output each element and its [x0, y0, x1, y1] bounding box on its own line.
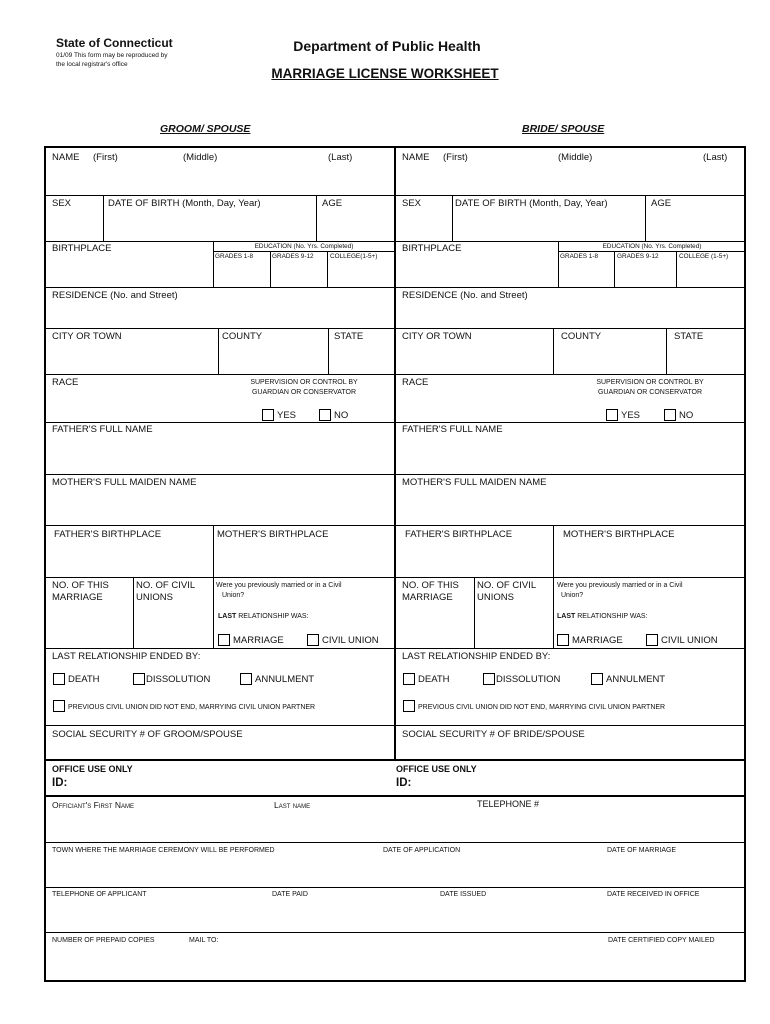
bride-last-rest: RELATIONSHIP WAS:: [575, 613, 648, 620]
bride-middle-label: (Middle): [558, 152, 593, 163]
date-issued-label: DATE ISSUED: [440, 891, 487, 898]
bride-no-civil-line1: NO. OF CIVIL: [477, 580, 537, 591]
bride-father-name-label: FATHER'S FULL NAME: [402, 424, 503, 435]
groom-supervision-no-checkbox[interactable]: [319, 409, 331, 421]
groom-first-label: (First): [93, 152, 118, 163]
bride-last-relationship-label: [557, 612, 648, 621]
prepaid-copies-label: NUMBER OF PREPAID COPIES: [52, 937, 155, 944]
groom-prev-married-line1: Were you previously married or in a Civil: [216, 582, 342, 589]
groom-prev-civil-union-checkbox[interactable]: [53, 700, 65, 712]
bride-civil-union-label: CIVIL UNION: [661, 635, 718, 646]
groom-marriage-label: MARRIAGE: [233, 635, 284, 646]
bride-no-civil-line2: UNIONS: [477, 592, 514, 603]
bride-age-label: AGE: [651, 198, 672, 209]
groom-last-rest: RELATIONSHIP WAS:: [236, 613, 309, 620]
groom-dissolution-checkbox[interactable]: [133, 673, 145, 685]
groom-office-use-label: OFFICE USE ONLY: [52, 764, 133, 774]
officiant-last-name-label: Last name: [274, 800, 311, 810]
bride-death-label: DEATH: [418, 674, 450, 685]
groom-office-id-label: ID:: [52, 777, 68, 789]
bride-annulment-checkbox[interactable]: [591, 673, 603, 685]
bride-prev-married-line2: Union?: [561, 592, 584, 599]
groom-column-heading: GROOM/ SPOUSE: [160, 123, 251, 135]
groom-last-marriage-checkbox[interactable]: [218, 634, 230, 646]
groom-age-label: AGE: [322, 198, 343, 209]
bride-ssn-label: SOCIAL SECURITY # OF BRIDE/SPOUSE: [402, 729, 585, 740]
groom-last-label: (Last): [328, 152, 353, 163]
bride-county-label: COUNTY: [561, 331, 602, 342]
groom-residence-label: RESIDENCE (No. and Street): [52, 290, 178, 301]
groom-yes-label: YES: [277, 410, 297, 421]
groom-annulment-checkbox[interactable]: [240, 673, 252, 685]
bride-yes-label: YES: [621, 410, 641, 421]
groom-sex-label: SEX: [52, 198, 72, 209]
bride-prev-civil-union-label: PREVIOUS CIVIL UNION DID NOT END, MARRYING CIVIL UNION PARTNER: [418, 704, 666, 711]
bride-office-use-label: OFFICE USE ONLY: [396, 764, 477, 774]
groom-no-label: NO: [334, 410, 349, 421]
state-title: State of Connecticut: [56, 36, 173, 50]
groom-death-checkbox[interactable]: [53, 673, 65, 685]
bride-prev-married-line1: Were you previously married or in a Civil: [557, 582, 683, 589]
bride-last-marriage-checkbox[interactable]: [557, 634, 569, 646]
groom-mother-name-label: MOTHER'S FULL MAIDEN NAME: [52, 477, 197, 488]
groom-middle-label: (Middle): [183, 152, 218, 163]
groom-race-label: RACE: [52, 377, 79, 388]
groom-grades18-label: GRADES 1-8: [215, 253, 254, 260]
bride-grades18-label: GRADES 1-8: [560, 253, 599, 260]
groom-no-marriage-line2: MARRIAGE: [52, 592, 103, 603]
groom-last-civil-union-checkbox[interactable]: [307, 634, 319, 646]
bride-supervision-no-checkbox[interactable]: [664, 409, 676, 421]
bride-sex-label: SEX: [402, 198, 422, 209]
groom-no-civil-line1: NO. OF CIVIL: [136, 580, 196, 591]
bride-no-marriage-line1: NO. OF THIS: [402, 580, 459, 591]
groom-prev-civil-union-label: PREVIOUS CIVIL UNION DID NOT END, MARRYING CIVIL UNION PARTNER: [68, 704, 316, 711]
bride-annulment-label: ANNULMENT: [606, 674, 666, 685]
groom-state-label: STATE: [334, 331, 364, 342]
date-received-label: DATE RECEIVED IN OFFICE: [607, 891, 700, 898]
bride-college-label: COLLEGE (1-5+): [679, 253, 729, 260]
bride-no-label: NO: [679, 410, 694, 421]
bride-supervision-yes-checkbox[interactable]: [606, 409, 618, 421]
telephone-applicant-label: TELEPHONE OF APPLICANT: [52, 891, 147, 898]
date-application-label: DATE OF APPLICATION: [383, 847, 461, 854]
groom-birthplace-label: BIRTHPLACE: [52, 243, 112, 254]
bride-marriage-label: MARRIAGE: [572, 635, 623, 646]
reproduction-note-line1: 01/09 This form may be reproduced by: [56, 52, 168, 59]
groom-last-relationship-label: [218, 612, 309, 621]
groom-no-civil-line2: UNIONS: [136, 592, 173, 603]
bride-education-label: EDUCATION (No. Yrs. Completed): [602, 243, 702, 250]
bride-father-birthplace-label: FATHER'S BIRTHPLACE: [405, 529, 513, 540]
groom-mother-birthplace-label: MOTHER'S BIRTHPLACE: [217, 529, 329, 540]
groom-dissolution-label: DISSOLUTION: [146, 674, 211, 685]
groom-death-label: DEATH: [68, 674, 100, 685]
groom-education-label: EDUCATION (No. Yrs. Completed): [254, 243, 354, 250]
bride-prev-civil-union-checkbox[interactable]: [403, 700, 415, 712]
bride-dissolution-label: DISSOLUTION: [496, 674, 561, 685]
bride-last-bold: LAST: [557, 613, 576, 620]
officiant-first-name-label: Officiant's First Name: [52, 800, 134, 810]
officiant-telephone-label: TELEPHONE #: [477, 799, 540, 809]
bride-grades912-label: GRADES 9-12: [617, 253, 659, 260]
groom-dob-label: DATE OF BIRTH (Month, Day, Year): [108, 198, 261, 209]
groom-supervision-line2: GUARDIAN OR CONSERVATOR: [251, 389, 357, 396]
groom-no-marriage-line1: NO. OF THIS: [52, 580, 109, 591]
bride-dob-label: DATE OF BIRTH (Month, Day, Year): [455, 198, 608, 209]
bride-city-label: CITY OR TOWN: [402, 331, 472, 342]
groom-college-label: COLLEGE(1-5+): [330, 253, 378, 260]
bride-ended-by-label: LAST RELATIONSHIP ENDED BY:: [402, 651, 551, 662]
bride-office-id-label: ID:: [396, 777, 412, 789]
groom-grades912-label: GRADES 9-12: [272, 253, 314, 260]
bride-column-heading: BRIDE/ SPOUSE: [522, 123, 605, 135]
bride-no-marriage-line2: MARRIAGE: [402, 592, 453, 603]
town-ceremony-label: TOWN WHERE THE MARRIAGE CEREMONY WILL BE PERFORMED: [52, 847, 275, 854]
bride-race-label: RACE: [402, 377, 429, 388]
groom-prev-married-line2: Union?: [222, 592, 245, 599]
bride-name-label: NAME: [402, 152, 430, 163]
bride-mother-name-label: MOTHER'S FULL MAIDEN NAME: [402, 477, 547, 488]
bride-last-label: (Last): [703, 152, 728, 163]
bride-first-label: (First): [443, 152, 468, 163]
groom-name-label: NAME: [52, 152, 80, 163]
groom-last-bold: LAST: [218, 613, 237, 620]
mail-to-label: MAIL TO:: [189, 937, 219, 944]
groom-civil-union-label: CIVIL UNION: [322, 635, 379, 646]
groom-annulment-label: ANNULMENT: [255, 674, 315, 685]
bride-state-label: STATE: [674, 331, 704, 342]
groom-ssn-label: SOCIAL SECURITY # OF GROOM/SPOUSE: [52, 729, 243, 740]
bride-mother-birthplace-label: MOTHER'S BIRTHPLACE: [563, 529, 675, 540]
reproduction-note-line2: the local registrar's office: [56, 61, 128, 68]
bride-supervision-line1: SUPERVISION OR CONTROL BY: [596, 379, 704, 386]
date-paid-label: DATE PAID: [272, 891, 308, 898]
bride-birthplace-label: BIRTHPLACE: [402, 243, 462, 254]
groom-supervision-line1: SUPERVISION OR CONTROL BY: [250, 379, 358, 386]
groom-city-label: CITY OR TOWN: [52, 331, 122, 342]
bride-last-civil-union-checkbox[interactable]: [646, 634, 658, 646]
bride-residence-label: RESIDENCE (No. and Street): [402, 290, 528, 301]
bride-dissolution-checkbox[interactable]: [483, 673, 495, 685]
bride-supervision-line2: GUARDIAN OR CONSERVATOR: [597, 389, 703, 396]
groom-father-name-label: FATHER'S FULL NAME: [52, 424, 153, 435]
date-certified-label: DATE CERTIFIED COPY MAILED: [608, 937, 715, 944]
bride-death-checkbox[interactable]: [403, 673, 415, 685]
groom-county-label: COUNTY: [222, 331, 263, 342]
department-title: Department of Public Health: [293, 38, 481, 54]
groom-ended-by-label: LAST RELATIONSHIP ENDED BY:: [52, 651, 201, 662]
form-title: MARRIAGE LICENSE WORKSHEET: [271, 66, 499, 81]
groom-supervision-yes-checkbox[interactable]: [262, 409, 274, 421]
date-marriage-label: DATE OF MARRIAGE: [607, 847, 677, 854]
groom-father-birthplace-label: FATHER'S BIRTHPLACE: [54, 529, 162, 540]
